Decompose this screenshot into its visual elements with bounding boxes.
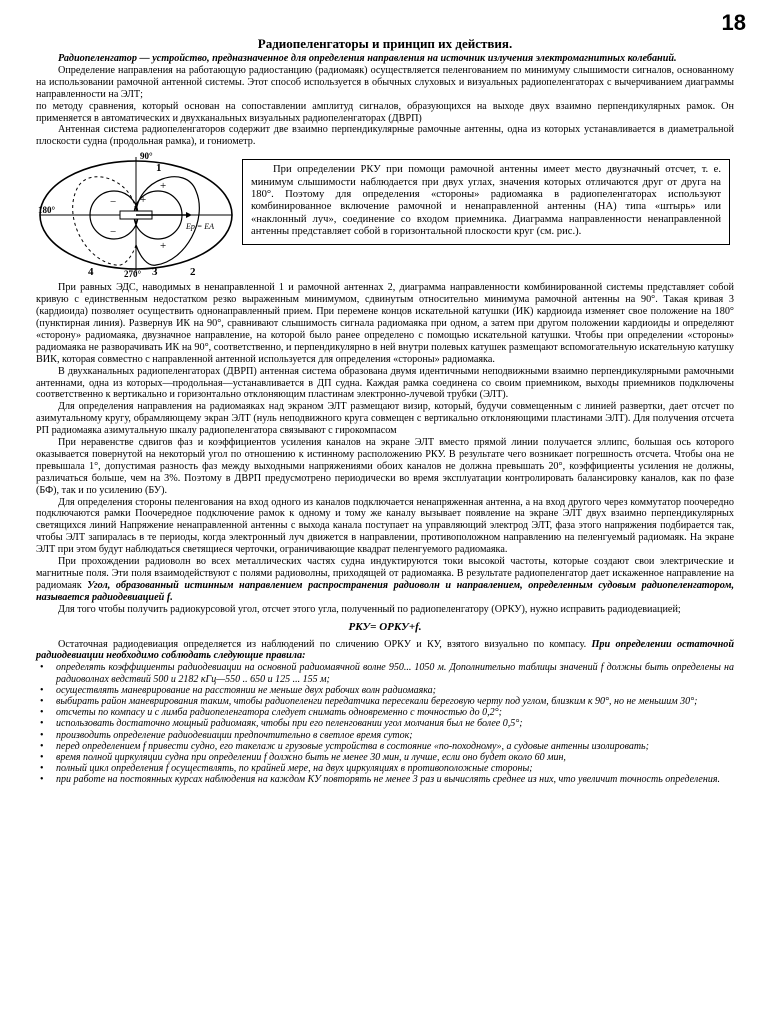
cardioid-curve [136,177,199,266]
body-paragraph: При равных ЭДС, наводимых в ненаправленной 1 и рамочной антеннах 2, диаграмма направленности комбинированной системы представляет собой кривую с единственным недостатком резко выраженным минимумом, сдвинутым относительно минимума рамочной антенны на 90°. Такая кривая 3 (кардиоида) позволяет осуществить однонаправленный прием. При перемене концов искательной катушки (ИК) кардиоида изменяет свое положение на 180° (пунктирная линия). Развернув ИК на 90°, сравнивают слышимость сигнала радиомаяка при одном, а затем при другом положении кардиоиды и определяют «сторону» радиомаяка, двузначное направление, на которой было ранее определено с помощью искательной катушки. Чтобы при определении «стороны» радиомаяка не разворачивать ИК на 90°, соответственно, и перпендикулярно в ней внутри полевых катушек размещают вспомогательную искательную катушку ВИК, которая совместно с направленной антенной используется для определения «стороны» радиомаяка. [36,282,734,365]
list-item: • перед определением f привести судно, его такелаж и грузовые устройства в состояние «по-походному», а судовые антенны изолировать; [56,741,734,752]
label-curve-2: 2 [190,266,196,279]
vector-arrowhead [186,212,192,218]
label-plus: + [140,194,147,207]
deviation-definition: Угол, образованный истинным направлением распространения радиоволн и направлением, определенным судовым радиопеленгатором, называется радиодевиацией f. [36,579,735,603]
callout-text: При определении РКУ при помощи рамочной антенны имеет место двузначный отсчет, т. е. минимум слышимости наблюдается при двух углах, значения которых отличаются друг от друга на 180°. Поэтому для определения «стороны» радиомаяка в радиопеленгаторах используют комбинированное включение рамочной и ненаправленной антенны (НА) типа «штырь» или «наклонный луч», соединение со входом приемника. Диаграмма направленности ненаправленной антенны представляет собой в горизонтальной плоскости круг (см. рис.). [251,164,721,238]
label-equation: Eр = EА [186,222,215,232]
label-minus: − [110,226,117,239]
label-180: 180° [38,205,56,216]
rules-list [36,662,734,785]
deviation-text: При прохождении радиоволн во всех металлических частях судна индуктируются токи высокой частоты, которые создают свои электрические и магнитные поля. Эти поля взаимодействуют с полями радиоволны, приходящей от радиомаяка. В результате радиопеленгатор дает искаженное направление на радиомаяк [36,556,734,591]
list-item: • осуществлять маневрирование на расстоянии не меньше двух рабочих волн радиомаяка; [56,685,734,696]
label-plus: + [160,180,167,193]
label-minus: − [110,196,117,209]
cardioid-dashed-curve [73,177,136,266]
orku-paragraph: Для того чтобы получить радиокурсовой угол, отсчет этого угла, полученный по радиопеленгатору (ОРКУ), нужно исправить радиодевиацией; [58,603,681,615]
callout-box [242,159,730,244]
list-item: • выбирать район маневрирования таким, чтобы радиопеленги передатчика пересекали береговую черту под углом, близким к 90°, но не меньшим 30°; [56,696,734,707]
list-item: • время полной циркуляции судна при определении f должно быть не менее 30 мин, и лучше, если оно будет около 60 мин, [56,752,734,763]
residual-paragraph [36,639,734,663]
label-curve-1: 1 [156,162,162,175]
list-item: • использовать достаточно мощный радиомаяк, чтобы при его пеленговании угол молчания был не более 0,5°; [56,718,734,729]
intro-paragraph: Антенная система радиопеленгаторов содержит две взаимно перпендикулярные рамочные антенны, одна из которых устанавливается в диаметральной плоскости судна (продольная рамка), и гониометр. [36,124,734,148]
intro-paragraph: Определение направления на работающую радиостанцию (радиомаяк) осуществляется пеленгованием по минимуму слышимости сигналов, основанному на использовании рамочной антенной системы. Этот способ используется в обычных слуховых и визуальных радиопеленгаторах с вычерчиванием диаграммы направленности на ЭЛТ; [36,64,734,100]
document-body [36,36,734,786]
body-paragraph: При неравенстве сдвигов фаз и коэффициентов усиления каналов на экране ЭЛТ вместо прямой линии получается эллипс, большая ось которого оказывается повернутой на некоторый угол по отношению к истинному расположению РКУ. В результате чего возникает погрешность отсчета. Чтобы она не превышала 1°, допустимая разность фаз между выходными напряжениями обоих каналов не должна превышать 20°, коэффициенты усиления не должны, различаться больше, чем на 3%. Поэтому в ДВРП предусмотрено периодически во время эксплуатации контролировать балансировку каналов, как по фазе (БФ), так и по усилению (БУ). [36,437,734,496]
directional-diagram-figure [36,149,246,279]
body-paragraph: Для определения стороны пеленгования на вход одного из каналов подключается ненапряженная антенна, а на вход другого через коммутатор поочередно подключаются рамки Поочередное подключение рамок к одному и тому же каналу вызывает появление на экране ЭЛТ двух взаимно перпендикулярных светящихся линий Напряжение ненаправленной антенны с выхода канала поступает на управляющий электрод ЭЛТ, фаза этого напряжения подбирается так, чтобы ЭЛТ запиралась в те периоды, когда электронный луч движется в направлении, противоположном направлению на пеленгуемый радиомаяк. На экране ЭЛТ при этом будут наблюдаться светящиеся черточки, ограничивающие квадрат пеленгуемого радиомаяка. [36,496,734,556]
body-paragraph: В двухканальных радиопеленгаторах (ДВРП) антенная система образована двумя идентичными неподвижными взаимно перпендикулярными рамочными антеннами, одна из которых—продольная—устанавливается в ДП судна. Каждая рамка соединена со своим приемником, выходы приемников подключены соответственно к вертикально и горизонтально отклоняющим пластинам электронно-лучевой трубки (ЭЛТ). [36,365,734,401]
figure-row [36,149,734,279]
list-item: • отсчеты по компасу и с лимба радиопеленгатора следует снимать одновременно с точностью до 0,2°; [56,707,734,718]
body-paragraph: Для определения направления на радиомаяках над экраном ЭЛТ размещают визир, который, будучи совмещенным с линией развертки, дает отсчет по азимутальному кругу, обрамляющему экран ЭЛТ (нуль неподвижного круга совмещен с вертикально отклоняющими пластинами ЭЛТ). Для получения отсчета РП радиомаяка азимутальную шкалу радиопеленгатора связывают с гирокомпасом [36,401,734,437]
residual-emphasis: При определении остаточной радиодевиации необходимо соблюдать следующие правила: [36,638,734,662]
intro-paragraph: по методу сравнения, который основан на сопоставлении амплитуд сигналов, образующихся на выходе двух взаимно перпендикулярных рамок. Он применяется в автоматических и двухканальных визуальных радиопеленгаторах (ДВРП) [36,100,734,124]
list-item: • производить определение радиодевиации предпочтительно в светлое время суток; [56,730,734,741]
residual-text: Остаточная радиодевиация определяется из наблюдений по сличению ОРКУ и КУ, взятого визуально по компасу. [58,638,592,650]
list-item: • полный цикл определения f осуществлять, по крайней мере, на двух циркуляциях в противоположные стороны; [56,763,734,774]
list-item: • при работе на постоянных курсах наблюдения на каждом КУ повторять не менее 3 раз и вычислять среднее из них, что увеличит точность определения. [56,774,734,785]
formula: РКУ= ОРКУ+f. [348,620,422,633]
page-number: 18 [721,10,746,35]
label-curve-3: 3 [152,266,158,279]
list-item: • определять коэффициенты радиодевиации на основной радиомаячной волне 950... 1050 м. Дополнительно таблицы значений f должны быть определены на радиоволнах ведствий 500 и 2182 кГц—550 .. 650 и 125 ... 155 м; [56,662,734,684]
label-curve-4: 4 [88,266,94,279]
page-title: Радиопеленгаторы и принцип их действия. [257,36,513,51]
label-270: 270° [124,269,142,280]
label-plus: + [160,240,167,253]
label-90: 90° [140,151,153,162]
deviation-paragraph [36,556,734,604]
definition: Радиопеленгатор — устройство, предназначенное для определения направления на источник излучения электромагнитных колебаний. [58,53,677,64]
